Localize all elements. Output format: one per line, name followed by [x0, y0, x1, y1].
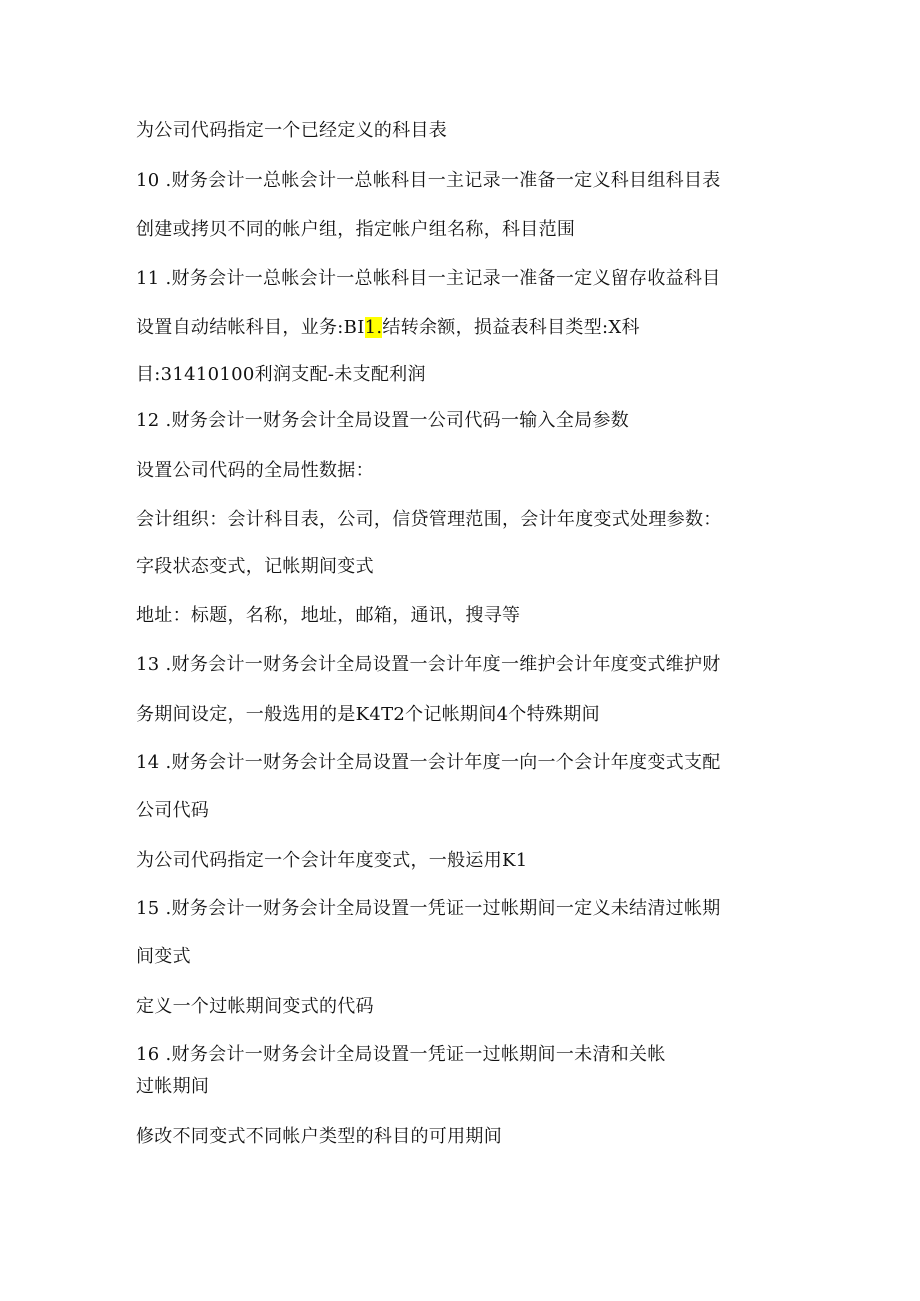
- text-line: 过帐期间: [136, 1076, 210, 1097]
- text-segment: 结转余额，损益表科目类型:X科: [382, 317, 640, 338]
- highlighted-text: 1.: [364, 317, 383, 338]
- text-line: 12 .财务会计一财务会计全局设置一公司代码一输入全局参数: [136, 410, 630, 431]
- text-segment: 设置自动结帐科目，业务:BI: [136, 317, 365, 338]
- text-line: 地址：标题，名称，地址，邮箱，通讯，搜寻等: [136, 605, 521, 626]
- text-line: 公司代码: [136, 800, 210, 821]
- text-line: 为公司代码指定一个已经定义的科目表: [136, 120, 448, 141]
- text-line: 定义一个过帐期间变式的代码: [136, 996, 374, 1017]
- text-line: 为公司代码指定一个会计年度变式，一般运用K1: [136, 850, 528, 871]
- text-line: 间变式: [136, 946, 191, 967]
- text-line: 创建或拷贝不同的帐户组，指定帐户组名称，科目范围: [136, 219, 576, 240]
- text-line: 务期间设定，一般选用的是K4T2个记帐期间4个特殊期间: [136, 704, 600, 725]
- text-line: 设置公司代码的全局性数据：: [136, 460, 374, 481]
- text-line: 修改不同变式不同帐户类型的科目的可用期间: [136, 1126, 502, 1147]
- text-line: 目:31410100利润支配-未支配利润: [136, 364, 426, 385]
- text-line: 15 .财务会计一财务会计全局设置一凭证一过帐期间一定义未结清过帐期: [136, 898, 721, 919]
- text-line: 14 .财务会计一财务会计全局设置一会计年度一向一个会计年度变式支配: [136, 752, 721, 773]
- text-line: 16 .财务会计一财务会计全局设置一凭证一过帐期间一未清和关帐: [136, 1044, 666, 1065]
- text-line-with-highlight: [136, 316, 640, 340]
- text-line: 10 .财务会计一总帐会计一总帐科目一主记录一准备一定义科目组科目表: [136, 170, 721, 191]
- text-line: 会计组织：会计科目表，公司，信贷管理范围，会计年度变式处理参数：: [136, 509, 722, 530]
- text-line: 11 .财务会计一总帐会计一总帐科目一主记录一准备一定义留存收益科目: [136, 268, 721, 289]
- text-line: 13 .财务会计一财务会计全局设置一会计年度一维护会计年度变式维护财: [136, 654, 721, 675]
- text-line: 字段状态变式，记帐期间变式: [136, 556, 374, 577]
